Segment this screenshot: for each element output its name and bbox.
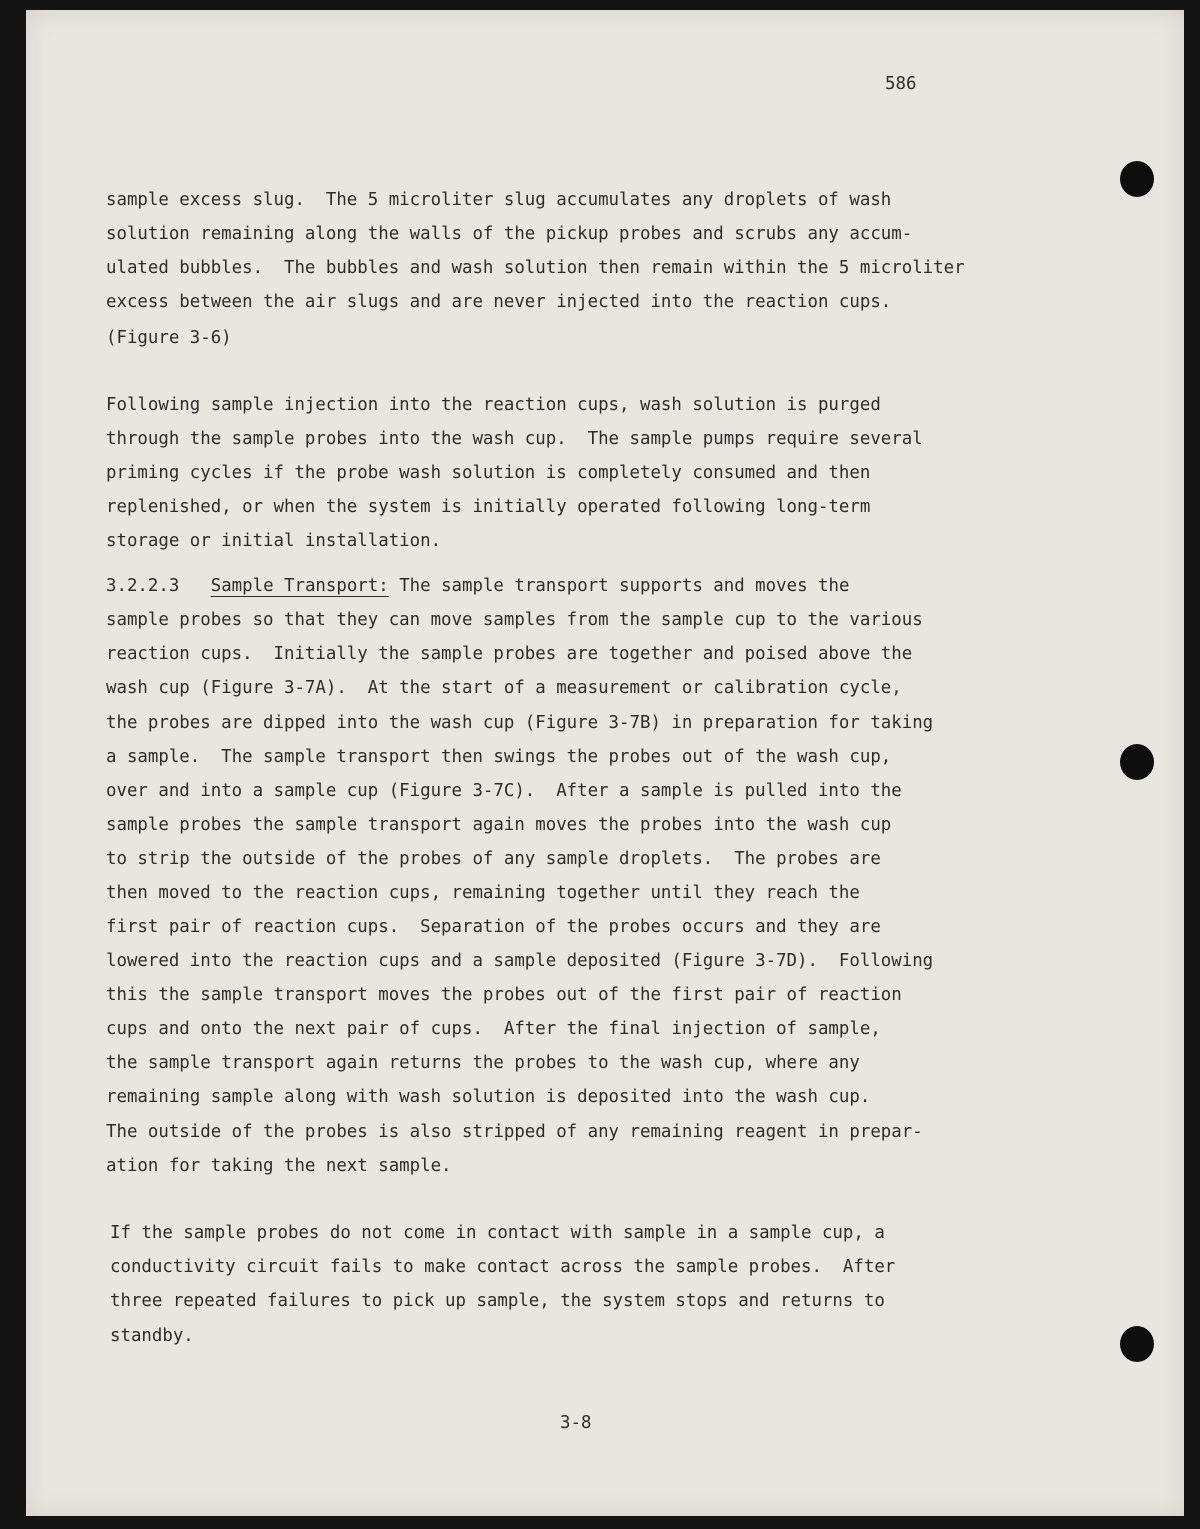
- section-line: first pair of reaction cups. Separation of the probes occurs and they are: [106, 917, 881, 937]
- page-number-top: 586: [885, 74, 917, 94]
- section-line: this the sample transport moves the probes out of the first pair of reaction: [106, 985, 902, 1005]
- section-line: a sample. The sample transport then swings the probes out of the wash cup,: [106, 747, 892, 767]
- paragraph-1-line: solution remaining along the walls of the pickup probes and scrubs any accum-: [106, 224, 913, 244]
- section-heading-line: [106, 578, 849, 595]
- section-line: cups and onto the next pair of cups. After the final injection of sample,: [106, 1019, 881, 1039]
- paragraph-2-line: priming cycles if the probe wash solution is completely consumed and then: [106, 463, 871, 483]
- page-number-bottom: 3-8: [560, 1413, 592, 1433]
- section-line: the sample transport again returns the probes to the wash cup, where any: [106, 1053, 860, 1073]
- paragraph-1-line: excess between the air slugs and are never injected into the reaction cups.: [106, 292, 892, 312]
- section-number: 3.2.2.3: [106, 576, 180, 596]
- section-line: sample probes so that they can move samples from the sample cup to the various: [106, 610, 923, 630]
- paragraph-1-line: ulated bubbles. The bubbles and wash solution then remain within the 5 microliter: [106, 258, 965, 278]
- paragraph-2-line: Following sample injection into the reaction cups, wash solution is purged: [106, 395, 881, 415]
- paragraph-2-line: through the sample probes into the wash cup. The sample pumps require several: [106, 429, 923, 449]
- section-line: reaction cups. Initially the sample probes are together and poised above the: [106, 644, 913, 664]
- section-line: lowered into the reaction cups and a sample deposited (Figure 3-7D). Following: [106, 951, 934, 971]
- paragraph-4-line: three repeated failures to pick up sample, the system stops and returns to: [110, 1291, 885, 1311]
- section-line: the probes are dipped into the wash cup (Figure 3-7B) in preparation for taking: [106, 713, 934, 733]
- paragraph-1-line: sample excess slug. The 5 microliter slug accumulates any droplets of wash: [106, 190, 892, 210]
- section-title: Sample Transport:: [210, 576, 389, 596]
- punch-hole-bottom: [1120, 1326, 1154, 1362]
- punch-hole-middle: [1120, 744, 1154, 780]
- section-line: wash cup (Figure 3-7A). At the start of a measurement or calibration cycle,: [106, 678, 902, 698]
- paragraph-1-line: (Figure 3-6): [106, 328, 232, 348]
- section-line: then moved to the reaction cups, remaining together until they reach the: [106, 883, 860, 903]
- paragraph-4-line: If the sample probes do not come in contact with sample in a sample cup, a: [110, 1223, 885, 1243]
- document-page: [26, 10, 1184, 1516]
- section-line: remaining sample along with wash solution is deposited into the wash cup.: [106, 1087, 871, 1107]
- section-first-line-text: The sample transport supports and moves the: [399, 576, 850, 596]
- section-line: sample probes the sample transport again moves the probes into the wash cup: [106, 815, 892, 835]
- paragraph-4-line: conductivity circuit fails to make contact across the sample probes. After: [110, 1257, 896, 1277]
- section-line: ation for taking the next sample.: [106, 1156, 452, 1176]
- punch-hole-top: [1120, 161, 1154, 197]
- section-line: to strip the outside of the probes of any sample droplets. The probes are: [106, 849, 881, 869]
- section-line: The outside of the probes is also stripped of any remaining reagent in prepar-: [106, 1122, 923, 1142]
- paragraph-2-line: storage or initial installation.: [106, 531, 442, 551]
- section-line: over and into a sample cup (Figure 3-7C). After a sample is pulled into the: [106, 781, 902, 801]
- paragraph-4-line: standby.: [110, 1326, 194, 1346]
- paragraph-2-line: replenished, or when the system is initially operated following long-term: [106, 497, 871, 517]
